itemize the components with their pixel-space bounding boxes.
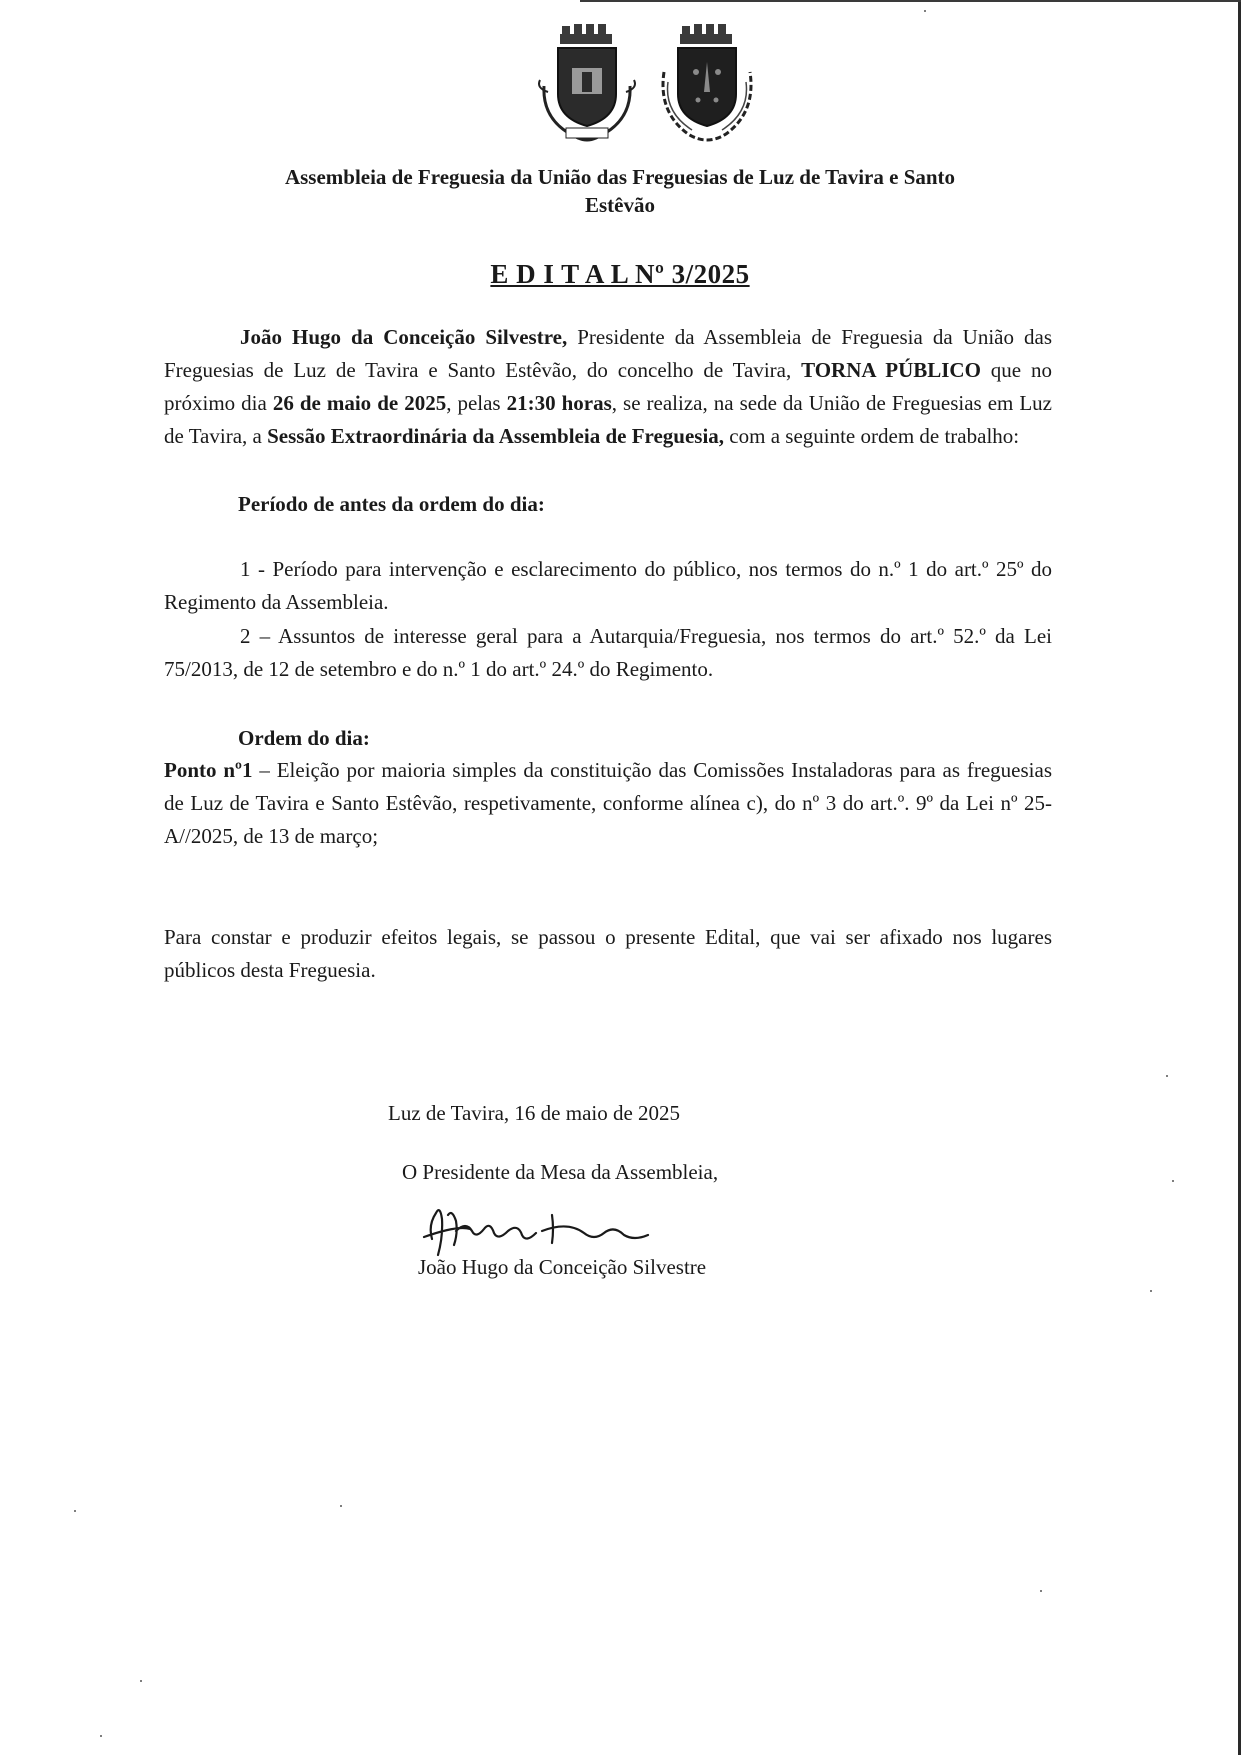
signatory-name: João Hugo da Conceição Silvestre xyxy=(418,1255,707,1279)
scan-speck xyxy=(340,1505,342,1507)
assembly-heading xyxy=(190,163,1050,219)
session-date: 26 de maio de 2025 xyxy=(272,391,447,415)
session-type: Sessão Extraordinária da Assembleia de Freguesia, xyxy=(267,424,725,448)
santo-estevao-crest xyxy=(663,24,751,140)
scan-speck xyxy=(1040,1590,1042,1592)
intro-text-3: , pelas xyxy=(446,391,507,415)
intro-text-4: , se realiza, na sede da União de Freguesias em Luz de Tavira, a xyxy=(164,391,1053,448)
agenda-item-2: 2 – Assuntos de interesse geral para a Autarquia/Freguesia, nos termos do art.º 52.º da Lei 75/2013, de 12 de setembro e do n.º 1 do art.º 24.º do Regimento. xyxy=(164,624,1052,681)
session-time: 21:30 horas xyxy=(506,391,612,415)
antes-heading: Período de antes da ordem do dia: xyxy=(238,492,545,516)
scan-speck xyxy=(1166,1075,1168,1077)
closing-paragraph: Para constar e produzir efeitos legais, se passou o presente Edital, que vai ser afixado nos lugares públicos desta Freguesia. xyxy=(164,925,1052,982)
signatory-role: O Presidente da Mesa da Assembleia, xyxy=(402,1160,719,1184)
luz-tavira-crest xyxy=(539,24,635,140)
scan-speck xyxy=(74,1510,76,1512)
intro-text-5: com a seguinte ordem de trabalho: xyxy=(724,424,1020,448)
edital-title: E D I T A L Nº 3/2025 xyxy=(490,259,750,289)
scan-edge-top xyxy=(580,0,1241,2)
ponto-1-label: Ponto nº1 xyxy=(164,758,253,782)
scan-speck xyxy=(1150,1290,1152,1292)
intro-paragraph xyxy=(164,321,1052,453)
scan-speck xyxy=(140,1680,142,1682)
intro-text-2: que no próximo dia xyxy=(164,358,1052,415)
agenda-item-1: 1 - Período para intervenção e esclarecimento do público, nos termos do n.º 1 do art.º 25º do Regimento da Assembleia. xyxy=(164,557,1052,614)
scan-speck xyxy=(924,10,926,12)
scan-speck xyxy=(100,1735,102,1737)
ordem-heading: Ordem do dia: xyxy=(238,726,370,750)
place-date: Luz de Tavira, 16 de maio de 2025 xyxy=(388,1101,681,1125)
torna-publico: TORNA PÚBLICO xyxy=(801,358,981,382)
assembly-heading-line2: Estêvão xyxy=(585,193,655,217)
ponto-1-text: – Eleição por maioria simples da constituição das Comissões Instaladoras para as freguesias de Luz de Tavira e Santo Estêvão, respetivamente, conforme alínea c), do nº 3 do art.º. 9º da Lei nº 25-A//2025, de 13 de março; xyxy=(164,758,1052,848)
ponto-1 xyxy=(164,754,1052,853)
assembly-heading-line1: Assembleia de Freguesia da União das Freguesias de Luz de Tavira e Santo xyxy=(284,165,956,189)
president-name: João Hugo da Conceição Silvestre, xyxy=(240,325,568,349)
coats-of-arms xyxy=(538,22,772,152)
scan-speck xyxy=(1172,1180,1174,1182)
intro-text-1: Presidente da Assembleia de Freguesia da União das Freguesias de Luz de Tavira e Santo Estêvão, do concelho de Tavira, xyxy=(164,325,1052,382)
